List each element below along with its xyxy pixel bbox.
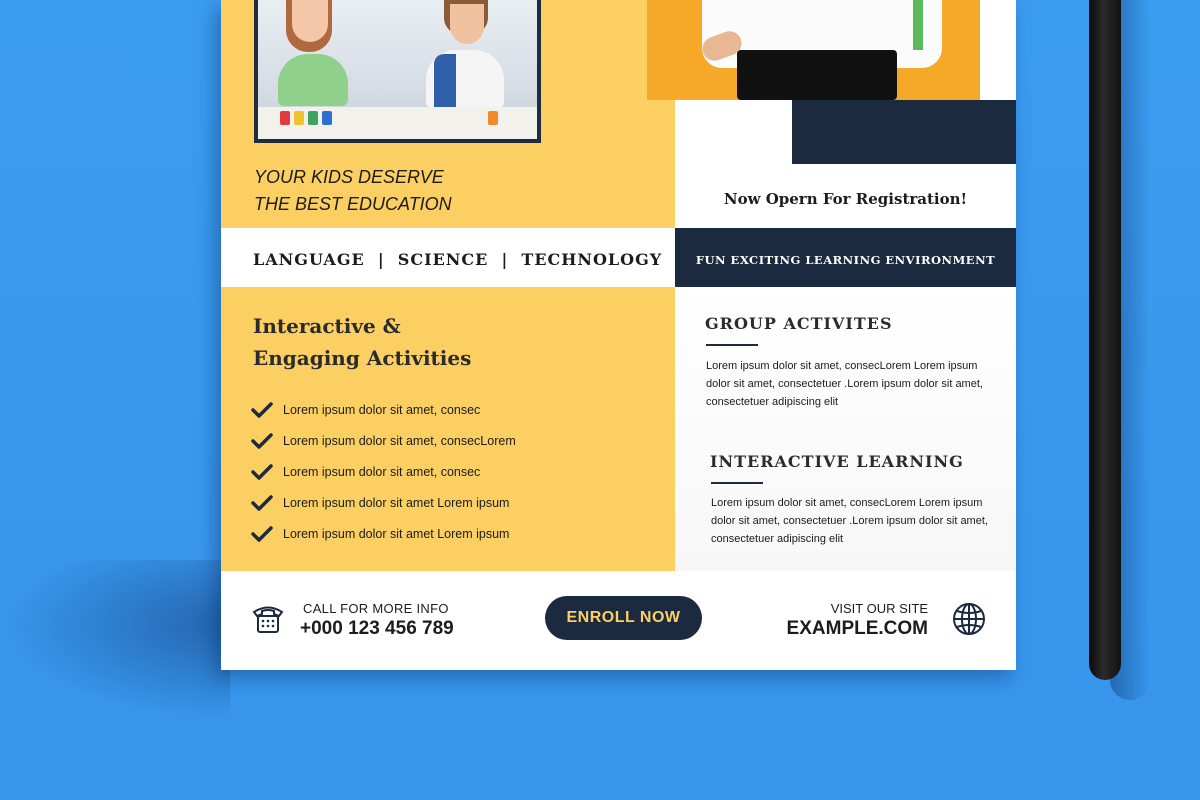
flyer — [221, 0, 1016, 670]
telephone-icon — [251, 602, 285, 636]
list-item-text: Lorem ipsum dolor sit amet Lorem ipsum — [283, 526, 510, 541]
enroll-now-button[interactable]: ENROLL NOW — [545, 596, 702, 640]
boy-face — [450, 4, 484, 44]
list-item — [251, 425, 516, 456]
check-icon — [251, 494, 273, 512]
list-item — [251, 487, 516, 518]
boy-vest — [434, 54, 456, 108]
check-icon — [251, 463, 273, 481]
tagline-line-2: THE BEST EDUCATION — [254, 194, 452, 214]
girl-face — [292, 0, 328, 42]
check-icon — [251, 401, 273, 419]
phone-number[interactable]: +000 123 456 789 — [300, 618, 454, 639]
kids-photo-image — [258, 0, 537, 139]
paint-pot — [322, 111, 332, 125]
paint-pot — [488, 111, 498, 125]
tagline — [254, 164, 654, 218]
banner-text: FUN EXCITING LEARNING ENVIRONMENT — [695, 253, 996, 267]
child-pants — [737, 50, 897, 100]
child-photo — [647, 0, 980, 100]
girl-shirt — [278, 54, 348, 106]
measuring-tape — [913, 0, 923, 50]
list-item-text: Lorem ipsum dolor sit amet Lorem ipsum — [283, 495, 510, 510]
registration-notice: Now Opern For Registration! — [723, 190, 968, 208]
list-item-text: Lorem ipsum dolor sit amet, consec — [283, 402, 481, 417]
interactive-learning-title: INTERACTIVE LEARNING — [710, 452, 964, 471]
interactive-learning-body: Lorem ipsum dolor sit amet, consecLorem Lorem ipsum dolor sit amet, consectetuer .Lorem ipsum dolor sit amet, consectetuer adipiscing elit — [711, 497, 988, 545]
activities-title-line-1: Interactive & — [253, 314, 401, 338]
paint-pot — [294, 111, 304, 125]
website-link[interactable]: EXAMPLE.COM — [786, 618, 928, 639]
group-activities-body: Lorem ipsum dolor sit amet, consecLorem Lorem ipsum dolor sit amet, consectetuer .Lorem ipsum dolor sit amet, consectetuer adipiscing elit — [706, 360, 983, 408]
list-item — [251, 394, 516, 425]
list-item-text: Lorem ipsum dolor sit amet, consecLorem — [283, 433, 516, 448]
paint-pot — [308, 111, 318, 125]
interactive-learning-rule — [711, 482, 763, 484]
desk-shadow — [0, 560, 230, 720]
check-icon — [251, 525, 273, 543]
pencil — [1089, 0, 1121, 680]
call-label: CALL FOR MORE INFO — [303, 601, 449, 616]
paint-pot — [280, 111, 290, 125]
navy-accent-block — [792, 100, 1016, 164]
activities-title-line-2: Engaging Activities — [253, 346, 472, 370]
group-activities-title: GROUP ACTIVITES — [705, 314, 893, 333]
tagline-line-1: YOUR KIDS DESERVE — [254, 167, 444, 187]
visit-label: VISIT OUR SITE — [830, 601, 928, 616]
check-icon — [251, 432, 273, 450]
activities-checklist — [251, 394, 516, 549]
kids-photo — [254, 0, 541, 143]
list-item — [251, 456, 516, 487]
activities-title — [253, 310, 633, 374]
group-activities-rule — [706, 344, 758, 346]
globe-icon — [952, 602, 986, 636]
list-item — [251, 518, 516, 549]
list-item-text: Lorem ipsum dolor sit amet, consec — [283, 464, 481, 479]
subjects-list: LANGUAGE | SCIENCE | TECHNOLOGY — [253, 250, 663, 269]
